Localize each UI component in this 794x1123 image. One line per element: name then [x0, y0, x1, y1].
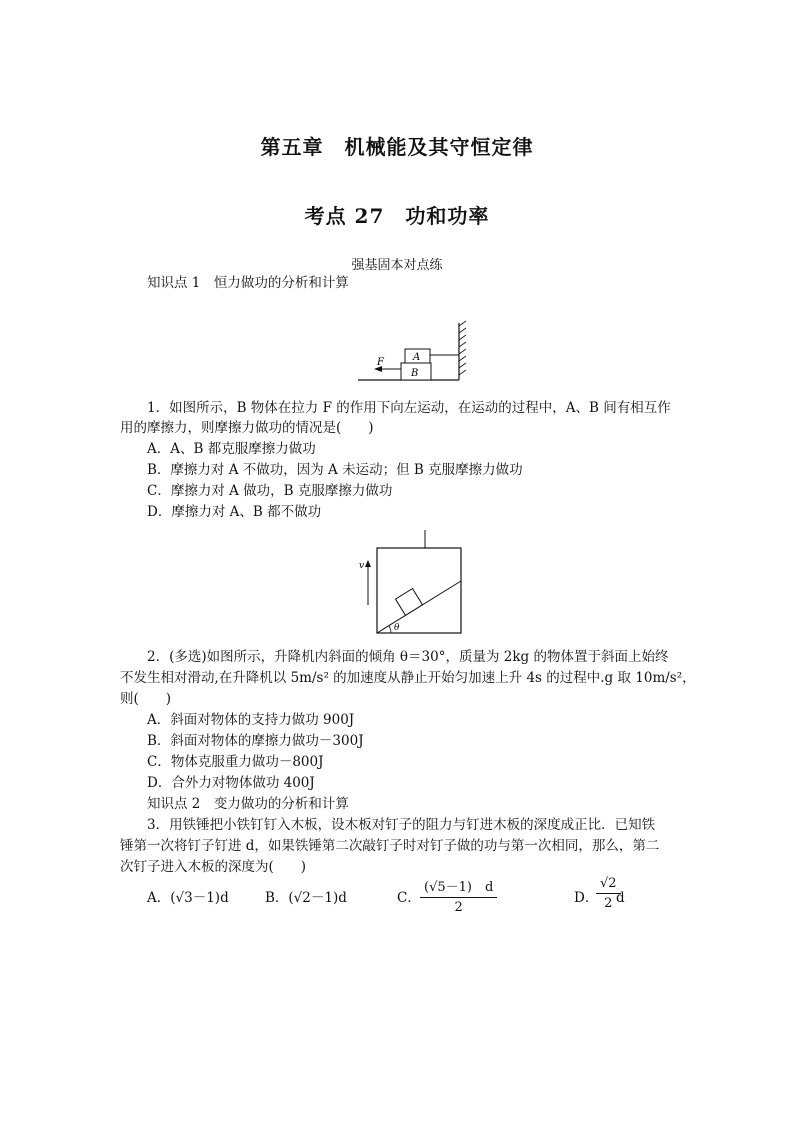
- q3-option-d-denominator: 2: [604, 896, 613, 911]
- chapter-title: 第五章 机械能及其守恒定律: [260, 135, 534, 159]
- q1-line-2: 用的摩擦力，则摩擦力做功的情况是( ): [120, 420, 374, 436]
- q1-option-a: A．A、B 都克服摩擦力做功: [147, 441, 316, 457]
- q3-option-c-fraction: [420, 876, 497, 915]
- block-b-label: B: [411, 368, 419, 379]
- q1-option-b: B．摩擦力对 A 不做功，因为 A 未运动；但 B 克服摩擦力做功: [147, 462, 523, 478]
- q2-option-a: A．斜面对物体的支持力做功 900J: [147, 712, 355, 728]
- block-a-label: A: [413, 352, 421, 363]
- q3-line-1: 3．用铁锤把小铁钉钉入木板，设木板对钉子的阻力与钉进木板的深度成正比．已知铁: [147, 817, 656, 833]
- q2-option-d: D．合外力对物体做功 400J: [147, 775, 315, 791]
- force-f-label: F: [377, 357, 384, 368]
- knowledge-point-1-label: 知识点 1 恒力做功的分析和计算: [147, 275, 349, 291]
- topic-title: 考点 27 功和功率: [304, 204, 490, 228]
- q3-option-b: B．(√2－1)d: [265, 890, 347, 906]
- q3-option-d-variable: d: [616, 890, 625, 906]
- figure-blocks-diagram: [355, 320, 475, 385]
- knowledge-point-2-label: 知识点 2 变力做功的分析和计算: [147, 796, 349, 812]
- angle-theta-label: θ: [394, 623, 400, 633]
- q3-line-3: 次钉子进入木板的深度为( ): [120, 859, 307, 875]
- q3-option-d-label: D．: [574, 890, 599, 906]
- q2-option-b: B．斜面对物体的摩擦力做功－300J: [147, 733, 364, 749]
- q2-option-c: C．物体克服重力做功－800J: [147, 754, 324, 770]
- section-label: 强基固本对点练: [351, 258, 443, 273]
- q2-line-3: 则( ): [120, 691, 172, 707]
- q1-line-1: 1．如图所示，B 物体在拉力 F 的作用下向左运动，在运动的过程中，A、B 间有相互作: [147, 400, 671, 416]
- q3-line-2: 锤第一次将钉子钉进 d，如果铁锤第二次敲钉子时对钉子做的功与第一次相同，那么，第二: [120, 838, 660, 854]
- q3-option-c-label: C．: [397, 890, 421, 906]
- velocity-v-label: v: [359, 561, 365, 571]
- q2-line-1: 2．(多选)如图所示，升降机内斜面的倾角 θ＝30°，质量为 2kg 的物体置于斜面上始终: [147, 649, 669, 665]
- q2-line-2: 不发生相对滑动,在升降机以 5m/s² 的加速度从静止开始匀加速上升 4s 的过程中.g 取 10m/s²，: [120, 670, 696, 686]
- q1-option-c: C．摩擦力对 A 做功，B 克服摩擦力做功: [147, 483, 393, 499]
- q3-option-c-denominator: 2: [454, 900, 463, 915]
- q1-option-d: D．摩擦力对 A、B 都不做功: [147, 504, 322, 520]
- q3-option-d-numerator: √2: [596, 876, 621, 894]
- q3-option-c-numerator: (√5－1) d: [420, 876, 497, 898]
- q3-option-a: A．(√3－1)d: [147, 890, 229, 906]
- figure-elevator-incline-diagram: [355, 530, 470, 638]
